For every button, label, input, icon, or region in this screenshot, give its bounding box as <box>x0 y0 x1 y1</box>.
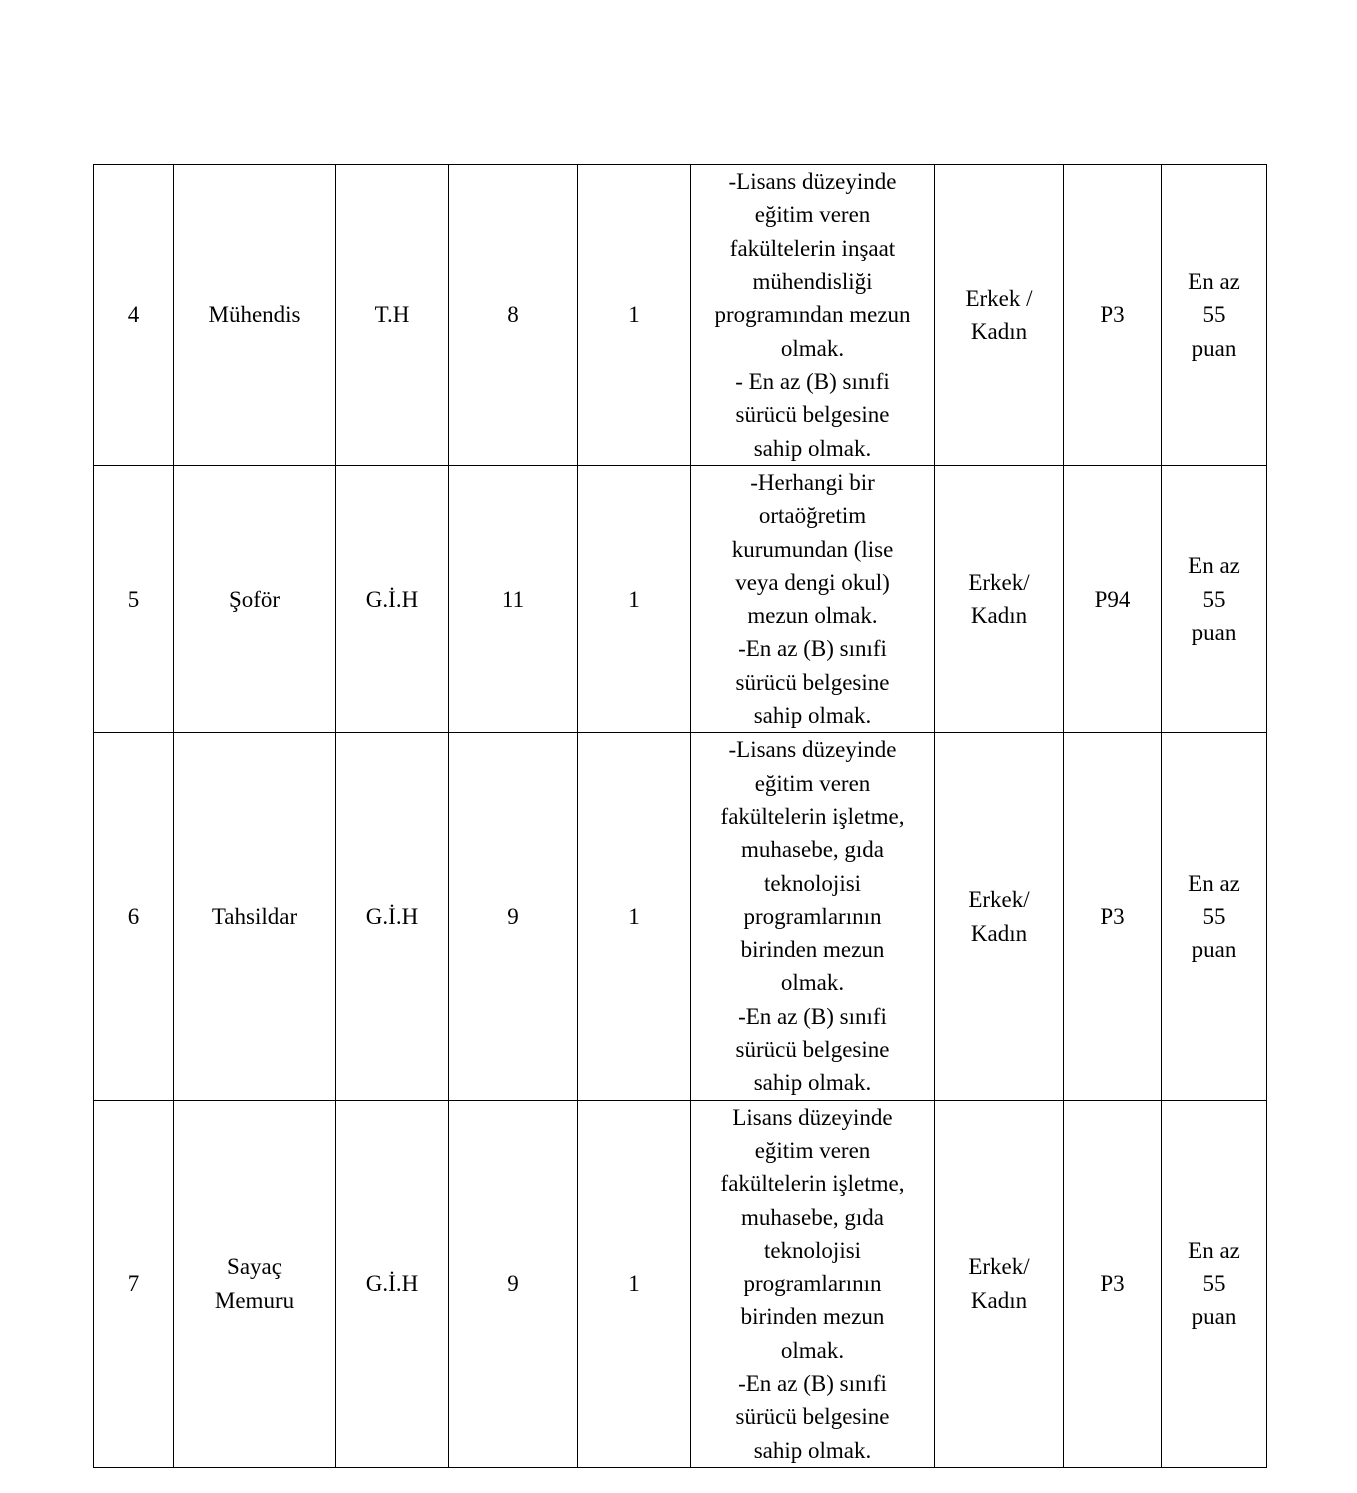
position-gender: Erkek/ Kadın <box>935 1100 1064 1467</box>
table-row <box>94 165 1267 466</box>
position-count: 1 <box>578 165 691 466</box>
position-gender: Erkek/ Kadın <box>935 733 1064 1100</box>
position-title: Şoför <box>174 466 336 733</box>
kpss-score-type: P3 <box>1064 1100 1162 1467</box>
position-degree: 8 <box>449 165 578 466</box>
position-title: Tahsildar <box>174 733 336 1100</box>
position-requirements: -Lisans düzeyinde eğitim veren fakültelerin işletme, muhasebe, gıda teknolojisi programlarının birinden mezun olmak. -En az (B) sınıfi sürücü belgesine sahip olmak. <box>691 733 935 1100</box>
minimum-score: En az 55 puan <box>1162 466 1267 733</box>
job-listing-table <box>93 164 1267 1468</box>
kpss-score-type: P3 <box>1064 165 1162 466</box>
position-degree: 11 <box>449 466 578 733</box>
row-number: 4 <box>94 165 174 466</box>
position-class: G.İ.H <box>336 1100 449 1467</box>
position-class: T.H <box>336 165 449 466</box>
position-requirements: Lisans düzeyinde eğitim veren fakültelerin işletme, muhasebe, gıda teknolojisi programlarının birinden mezun olmak. -En az (B) sınıfi sürücü belgesine sahip olmak. <box>691 1100 935 1467</box>
row-number: 6 <box>94 733 174 1100</box>
minimum-score: En az 55 puan <box>1162 165 1267 466</box>
position-gender: Erkek/ Kadın <box>935 466 1064 733</box>
position-gender: Erkek / Kadın <box>935 165 1064 466</box>
position-title: Sayaç Memuru <box>174 1100 336 1467</box>
position-degree: 9 <box>449 733 578 1100</box>
position-class: G.İ.H <box>336 733 449 1100</box>
kpss-score-type: P94 <box>1064 466 1162 733</box>
table-row <box>94 466 1267 733</box>
position-count: 1 <box>578 733 691 1100</box>
kpss-score-type: P3 <box>1064 733 1162 1100</box>
row-number: 5 <box>94 466 174 733</box>
position-requirements: -Herhangi bir ortaöğretim kurumundan (lise veya dengi okul) mezun olmak. -En az (B) sınıfi sürücü belgesine sahip olmak. <box>691 466 935 733</box>
row-number: 7 <box>94 1100 174 1467</box>
position-requirements: -Lisans düzeyinde eğitim veren fakültelerin inşaat mühendisliği programından mezun olmak. - En az (B) sınıfi sürücü belgesine sahip olmak. <box>691 165 935 466</box>
minimum-score: En az 55 puan <box>1162 733 1267 1100</box>
minimum-score: En az 55 puan <box>1162 1100 1267 1467</box>
position-count: 1 <box>578 466 691 733</box>
position-class: G.İ.H <box>336 466 449 733</box>
position-degree: 9 <box>449 1100 578 1467</box>
table-row <box>94 1100 1267 1467</box>
table-row <box>94 733 1267 1100</box>
position-count: 1 <box>578 1100 691 1467</box>
position-title: Mühendis <box>174 165 336 466</box>
